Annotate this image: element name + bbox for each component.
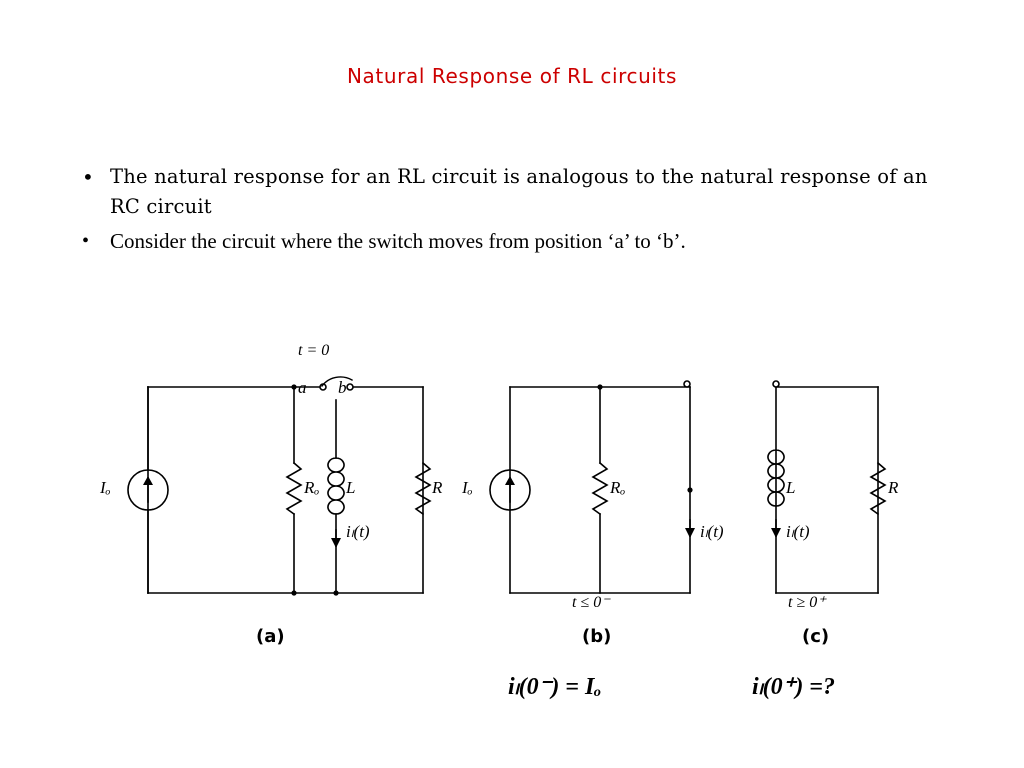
equation-unknown-current: iₗ(0⁺) =? xyxy=(752,674,835,700)
resistor-ro-label-a: Rₒ xyxy=(304,478,320,497)
resistor-r-label-a: R xyxy=(432,478,443,497)
list-item xyxy=(72,226,952,256)
bullet-marker: • xyxy=(82,165,94,189)
switch-time-label: t = 0 xyxy=(298,342,330,359)
panel-caption-a: (a) xyxy=(256,626,285,647)
panel-c-time-label: t ≥ 0⁺ xyxy=(788,594,826,611)
inductor-label-a: L xyxy=(346,478,356,497)
panel-caption-c: (c) xyxy=(802,626,830,647)
list-item-text: Consider the circuit where the switch moves from position ‘a’ to ‘b’. xyxy=(110,229,686,253)
current-label-b: iₗ(t) xyxy=(700,522,724,541)
source-label-a: Iₒ xyxy=(100,478,111,497)
resistor-r-label-c: R xyxy=(888,478,899,497)
panel-b-time-label: t ≤ 0⁻ xyxy=(572,594,610,611)
current-label-a: iₗ(t) xyxy=(346,522,370,541)
resistor-ro-label-b: Rₒ xyxy=(610,478,626,497)
page-title: Natural Response of RL circuits xyxy=(347,64,677,88)
current-label-c: iₗ(t) xyxy=(786,522,810,541)
switch-terminal-b-label: b xyxy=(338,378,347,397)
circuit-figure xyxy=(60,330,970,720)
list-item xyxy=(72,162,952,222)
list-item-text: The natural response for an RL circuit is analogous to the natural response of an RC circuit xyxy=(110,165,928,218)
bullet-marker: • xyxy=(82,230,90,252)
switch-terminal-a-label: a xyxy=(298,378,307,397)
equation-initial-current: iₗ(0⁻) = Iₒ xyxy=(508,674,602,700)
inductor-label-c: L xyxy=(786,478,796,497)
panel-caption-b: (b) xyxy=(582,626,612,647)
bullet-list xyxy=(72,162,952,260)
source-label-b: Iₒ xyxy=(462,478,473,497)
circuit-diagram-svg xyxy=(60,330,970,720)
